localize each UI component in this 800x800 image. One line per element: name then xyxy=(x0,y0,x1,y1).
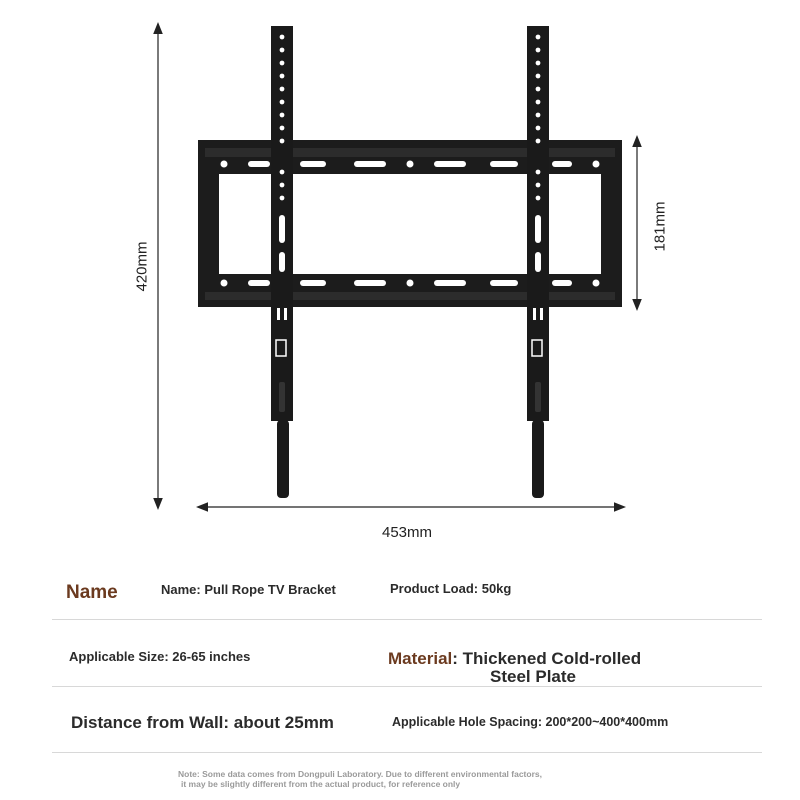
right-vertical-arm xyxy=(527,26,549,498)
applicable-size: Applicable Size: 26-65 inches xyxy=(69,649,251,664)
product-load: Product Load: 50kg xyxy=(390,581,512,596)
distance-from-wall: Distance from Wall: about 25mm xyxy=(71,713,334,732)
name-heading: Name xyxy=(66,582,118,603)
horizontal-frame xyxy=(198,140,622,307)
name-value: Name: Pull Rope TV Bracket xyxy=(161,582,336,597)
disclaimer-line-2: it may be slightly different from the actual product, for reference only xyxy=(181,779,461,789)
frame-height-dimension-label: 181mm xyxy=(651,201,669,252)
width-dimension-label: 453mm xyxy=(382,524,433,541)
hole-spacing: Applicable Hole Spacing: 200*200~400*400mm xyxy=(392,715,669,729)
material-heading: Material xyxy=(388,649,453,668)
left-vertical-arm xyxy=(271,26,293,498)
height-dimension-label: 420mm xyxy=(133,241,151,292)
disclaimer-note xyxy=(178,769,542,789)
material-spec xyxy=(388,649,641,669)
material-value-line2: Steel Plate xyxy=(490,667,576,686)
disclaimer-line-1: Note: Some data comes from Dongpuli Laboratory. Due to different environmental factors, xyxy=(178,769,542,779)
material-value-line1: : Thickened Cold-rolled xyxy=(452,649,642,668)
